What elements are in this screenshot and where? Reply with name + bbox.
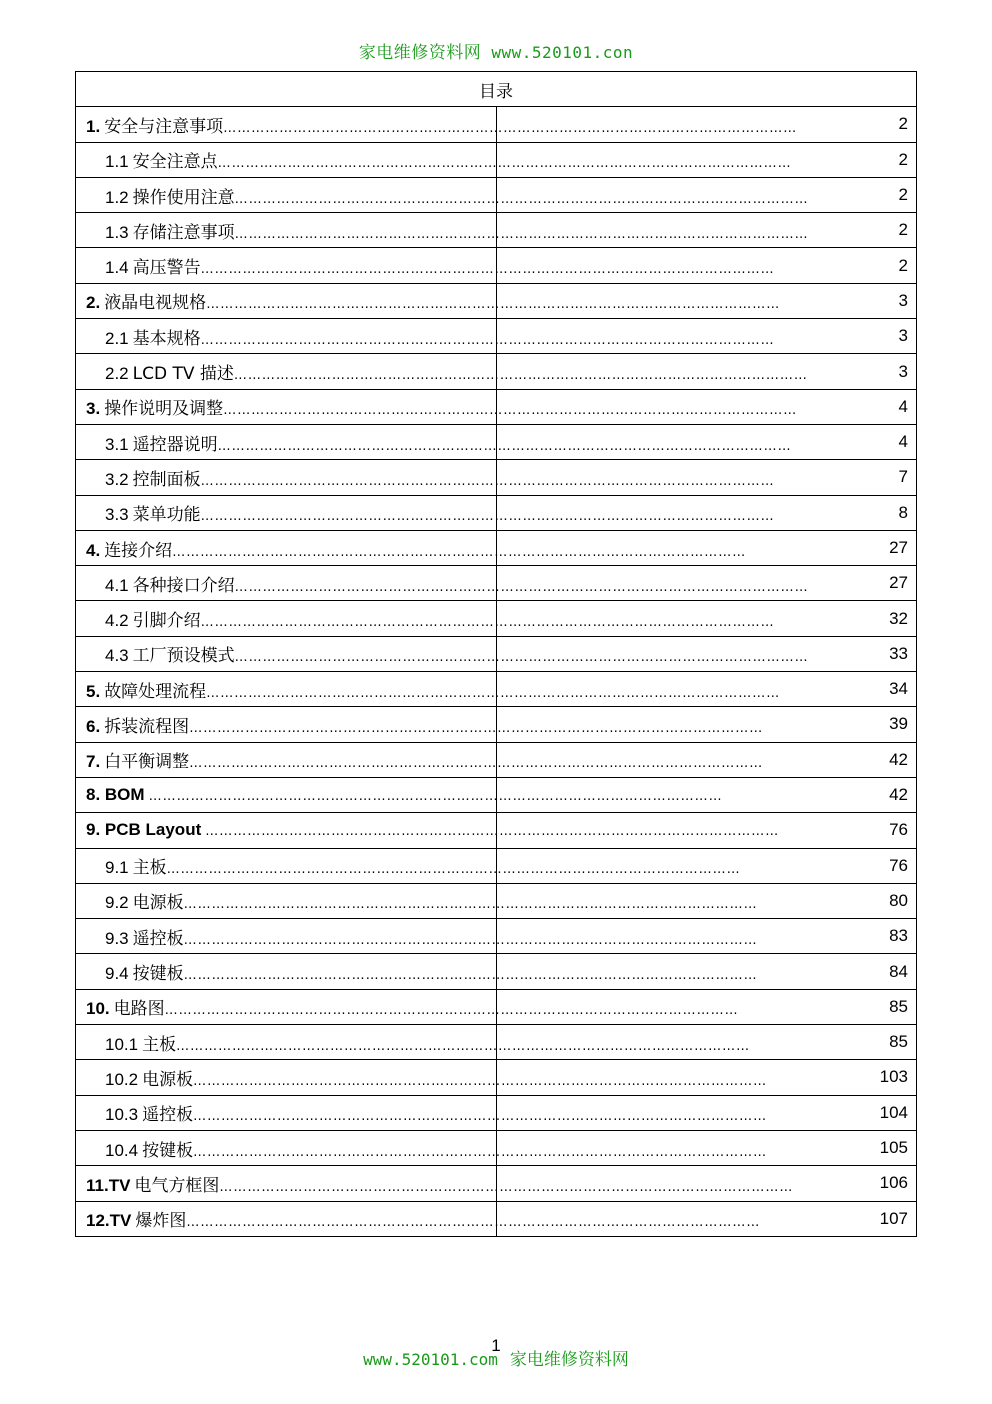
toc-entry-label: 白平衡调整 <box>104 752 190 773</box>
toc-row <box>76 213 917 248</box>
toc-leader-dots: …………………………………………………………………………………………………………… <box>200 615 775 631</box>
toc-entry-number: 9.1 <box>105 858 129 878</box>
page-number: 1 <box>491 1336 501 1355</box>
toc-leader-dots: …………………………………………………………………………………………………………… <box>166 862 741 878</box>
toc-entry-number: 8. BOM <box>86 785 145 805</box>
toc-row <box>76 283 917 318</box>
toc-row <box>76 177 917 212</box>
toc-leader-dots: …………………………………………………………………………………………………………… <box>186 1215 761 1231</box>
toc-row <box>76 107 917 142</box>
toc-entry <box>76 989 739 1024</box>
toc-page-number: 8 <box>496 495 917 530</box>
toc-entry-number: 9.3 <box>105 928 129 948</box>
toc-entry-number: 1.1 <box>105 152 129 172</box>
toc-leader-dots: …………………………………………………………………………………………………………… <box>223 403 798 419</box>
toc-row <box>76 777 917 812</box>
toc-page-number: 42 <box>496 777 917 812</box>
toc-entry-number: 4.3 <box>105 646 129 666</box>
toc-entry-label: 安全注意点 <box>132 152 218 173</box>
toc-page-number: 2 <box>496 107 917 142</box>
toc-row <box>76 1130 917 1165</box>
toc-entry-number: 2. <box>86 293 101 313</box>
toc-page-number: 76 <box>496 848 917 883</box>
toc-entry-number: 11.TV <box>86 1175 131 1195</box>
toc-entry-number: 1. <box>86 116 101 136</box>
toc-row <box>76 672 917 707</box>
toc-entry <box>76 107 798 142</box>
toc-entry-label: 爆炸图 <box>135 1211 187 1232</box>
toc-entry <box>76 566 809 601</box>
toc-row <box>76 460 917 495</box>
toc-page-number: 42 <box>496 742 917 777</box>
toc-row <box>76 601 917 636</box>
toc-row <box>76 883 917 918</box>
toc-entry-label: 电路图 <box>113 999 165 1020</box>
toc-leader-dots: …………………………………………………………………………………………………………… <box>234 650 809 666</box>
toc-leader-dots: …………………………………………………………………………………………………………… <box>205 824 780 840</box>
toc-entry <box>76 813 780 848</box>
toc-row <box>76 142 917 177</box>
toc-entry <box>76 142 792 177</box>
toc-row <box>76 389 917 424</box>
toc-entry-label: 安全与注意事项 <box>104 116 224 137</box>
toc-entry-label: 操作使用注意 <box>132 187 235 208</box>
toc-row <box>76 919 917 954</box>
toc-row <box>76 319 917 354</box>
toc-row <box>76 1095 917 1130</box>
toc-leader-dots: …………………………………………………………………………………………………………… <box>189 756 764 772</box>
toc-entry-label: 遥控板 <box>142 1105 194 1126</box>
top-watermark <box>0 38 992 63</box>
toc-entry-number: 10. <box>86 999 110 1019</box>
toc-entry-label: 高压警告 <box>132 258 201 279</box>
toc-row <box>76 354 917 389</box>
toc-entry-number: 5. <box>86 681 101 701</box>
toc-entry <box>76 354 808 389</box>
toc-page-number: 80 <box>496 883 917 918</box>
toc-entry-label: LCD TV 描述 <box>132 364 234 385</box>
toc-leader-dots: …………………………………………………………………………………………………………… <box>217 438 792 454</box>
toc-leader-dots: …………………………………………………………………………………………………………… <box>206 297 781 313</box>
toc-entry-label: 操作说明及调整 <box>104 399 224 420</box>
toc-leader-dots: …………………………………………………………………………………………………………… <box>200 262 775 278</box>
toc-leader-dots: …………………………………………………………………………………………………………… <box>172 544 747 560</box>
toc-page-number: 2 <box>496 177 917 212</box>
toc-entry-label: 存储注意事项 <box>132 222 235 243</box>
toc-page-number: 7 <box>496 460 917 495</box>
toc-entry-number: 3.3 <box>105 505 129 525</box>
toc-entry <box>76 742 764 777</box>
toc-row <box>76 248 917 283</box>
toc-row <box>76 1060 917 1095</box>
toc-page-number: 107 <box>496 1201 917 1236</box>
toc-leader-dots: …………………………………………………………………………………………………………… <box>206 685 781 701</box>
toc-entry <box>76 1130 768 1165</box>
toc-leader-dots: …………………………………………………………………………………………………………… <box>164 1003 739 1019</box>
toc-entry <box>76 319 775 354</box>
toc-row <box>76 707 917 742</box>
toc-entry-label: 拆装流程图 <box>104 716 190 737</box>
toc-page-number: 2 <box>496 248 917 283</box>
top-watermark-name: 家电维修资料网 <box>358 43 482 63</box>
toc-entry-number: 10.2 <box>105 1069 139 1089</box>
toc-entry-label: 控制面板 <box>132 469 201 490</box>
toc-page-number: 4 <box>496 389 917 424</box>
toc-leader-dots: …………………………………………………………………………………………………………… <box>183 932 758 948</box>
toc-entry-number: 12.TV <box>86 1211 132 1231</box>
toc-entry <box>76 954 758 989</box>
toc-page-number: 33 <box>496 636 917 671</box>
toc-leader-dots: …………………………………………………………………………………………………………… <box>183 897 758 913</box>
toc-entry <box>76 177 809 212</box>
toc-entry-number: 9.4 <box>105 964 129 984</box>
toc-entry <box>76 883 758 918</box>
toc-title: 目录 <box>76 72 917 107</box>
toc-leader-dots: …………………………………………………………………………………………………………… <box>233 368 808 384</box>
toc-entry <box>76 707 764 742</box>
toc-leader-dots: …………………………………………………………………………………………………………… <box>148 789 723 805</box>
toc-title-row <box>76 72 917 107</box>
toc-entry <box>76 283 781 318</box>
toc-leader-dots: …………………………………………………………………………………………………………… <box>200 473 775 489</box>
toc-leader-dots: …………………………………………………………………………………………………………… <box>217 156 792 172</box>
toc-entry <box>76 1025 751 1060</box>
toc-entry <box>76 424 792 459</box>
top-watermark-url: www.520101.con <box>491 43 634 62</box>
toc-leader-dots: …………………………………………………………………………………………………………… <box>200 332 775 348</box>
toc-entry <box>76 389 798 424</box>
toc-entry <box>76 1095 768 1130</box>
toc-entry-label: 按键板 <box>132 964 184 985</box>
toc-row <box>76 636 917 671</box>
toc-leader-dots: …………………………………………………………………………………………………………… <box>234 579 809 595</box>
toc-page-number: 76 <box>496 813 917 848</box>
toc-leader-dots: …………………………………………………………………………………………………………… <box>176 1038 751 1054</box>
toc-entry <box>76 777 723 812</box>
toc-page-number: 3 <box>496 354 917 389</box>
toc-entry-label: 引脚介绍 <box>132 611 201 632</box>
toc-entry-number: 4.2 <box>105 611 129 631</box>
toc-entry-number: 3. <box>86 399 101 419</box>
toc-page-number: 3 <box>496 319 917 354</box>
toc-entry-label: 工厂预设模式 <box>132 646 235 667</box>
toc-entry <box>76 601 775 636</box>
toc-row <box>76 1025 917 1060</box>
toc-row <box>76 1201 917 1236</box>
toc-entry <box>76 636 809 671</box>
toc-entry-number: 4. <box>86 540 101 560</box>
toc-entry-number: 10.3 <box>105 1105 139 1125</box>
toc-page-number: 39 <box>496 707 917 742</box>
toc-leader-dots: …………………………………………………………………………………………………………… <box>219 1179 794 1195</box>
toc-row <box>76 813 917 848</box>
toc-entry-number: 1.4 <box>105 258 129 278</box>
toc-page-number: 106 <box>496 1166 917 1201</box>
toc-row <box>76 742 917 777</box>
toc-page-number: 34 <box>496 672 917 707</box>
toc-page-number: 83 <box>496 919 917 954</box>
toc-row <box>76 848 917 883</box>
toc-entry-label: 主板 <box>132 858 167 879</box>
toc-entry-number: 1.2 <box>105 187 129 207</box>
toc-table <box>75 71 917 1237</box>
toc-entry-label: 基本规格 <box>132 328 201 349</box>
toc-leader-dots: …………………………………………………………………………………………………………… <box>234 191 809 207</box>
toc-entry-number: 3.1 <box>105 434 129 454</box>
toc-entry-label: 故障处理流程 <box>104 681 207 702</box>
toc-entry <box>76 1060 768 1095</box>
toc-entry <box>76 248 775 283</box>
toc-page-number: 2 <box>496 213 917 248</box>
toc-row <box>76 530 917 565</box>
toc-entry-number: 3.2 <box>105 469 129 489</box>
toc-entry-number: 6. <box>86 716 101 736</box>
toc-entry-number: 4.1 <box>105 575 129 595</box>
toc-page-number: 84 <box>496 954 917 989</box>
toc-entry-label: 电气方框图 <box>134 1175 220 1196</box>
toc-leader-dots: …………………………………………………………………………………………………………… <box>193 1073 768 1089</box>
toc-row <box>76 1166 917 1201</box>
toc-leader-dots: …………………………………………………………………………………………………………… <box>234 226 809 242</box>
toc-entry-label: 按键板 <box>142 1140 194 1161</box>
toc-leader-dots: …………………………………………………………………………………………………………… <box>200 509 775 525</box>
toc-entry-label: 连接介绍 <box>104 540 173 561</box>
toc-row <box>76 954 917 989</box>
toc-entry-number: 2.2 <box>105 364 129 384</box>
toc-entry <box>76 1166 794 1201</box>
toc-entry-label: 遥控器说明 <box>132 434 218 455</box>
toc-entry <box>76 495 775 530</box>
toc-page-number: 4 <box>496 424 917 459</box>
toc-entry-number: 10.1 <box>105 1034 139 1054</box>
toc-entry-number: 9.2 <box>105 893 129 913</box>
toc-entry-label: 菜单功能 <box>132 505 201 526</box>
toc-entry-number: 2.1 <box>105 328 129 348</box>
toc-entry-label: 电源板 <box>142 1069 194 1090</box>
toc-row <box>76 424 917 459</box>
toc-page-number: 27 <box>496 566 917 601</box>
toc-entry-label: 液晶电视规格 <box>104 293 207 314</box>
toc-page-number: 85 <box>496 989 917 1024</box>
toc-entry-label: 电源板 <box>132 893 184 914</box>
toc-entry-label: 主板 <box>142 1034 177 1055</box>
toc-entry-number: 1.3 <box>105 222 129 242</box>
toc-entry <box>76 1201 761 1236</box>
toc-entry <box>76 460 775 495</box>
toc-leader-dots: …………………………………………………………………………………………………………… <box>193 1109 768 1125</box>
toc-leader-dots: …………………………………………………………………………………………………………… <box>193 1144 768 1160</box>
toc-entry-number: 10.4 <box>105 1140 139 1160</box>
toc-leader-dots: …………………………………………………………………………………………………………… <box>223 120 798 136</box>
bottom-watermark-url: www.520101.com <box>363 1350 498 1369</box>
toc-row <box>76 566 917 601</box>
toc-entry-number: 7. <box>86 752 101 772</box>
toc-page-number: 85 <box>496 1025 917 1060</box>
toc-entry <box>76 848 741 883</box>
toc-entry-number: 9. PCB Layout <box>86 820 202 840</box>
bottom-watermark-name: 家电维修资料网 <box>509 1350 629 1370</box>
toc-entry <box>76 919 758 954</box>
toc-entry-label: 各种接口介绍 <box>132 575 235 596</box>
toc-page-number: 3 <box>496 283 917 318</box>
toc-leader-dots: …………………………………………………………………………………………………………… <box>189 720 764 736</box>
toc-leader-dots: …………………………………………………………………………………………………………… <box>183 968 758 984</box>
toc-entry <box>76 213 809 248</box>
toc-entry-label: 遥控板 <box>132 928 184 949</box>
toc-entry <box>76 530 747 565</box>
toc-page-number: 105 <box>496 1130 917 1165</box>
toc-page-number: 103 <box>496 1060 917 1095</box>
toc-page-number: 27 <box>496 530 917 565</box>
toc-page-number: 2 <box>496 142 917 177</box>
toc-page-number: 32 <box>496 601 917 636</box>
toc-entry <box>76 672 781 707</box>
toc-page-number: 104 <box>496 1095 917 1130</box>
toc-row <box>76 989 917 1024</box>
toc-row <box>76 495 917 530</box>
